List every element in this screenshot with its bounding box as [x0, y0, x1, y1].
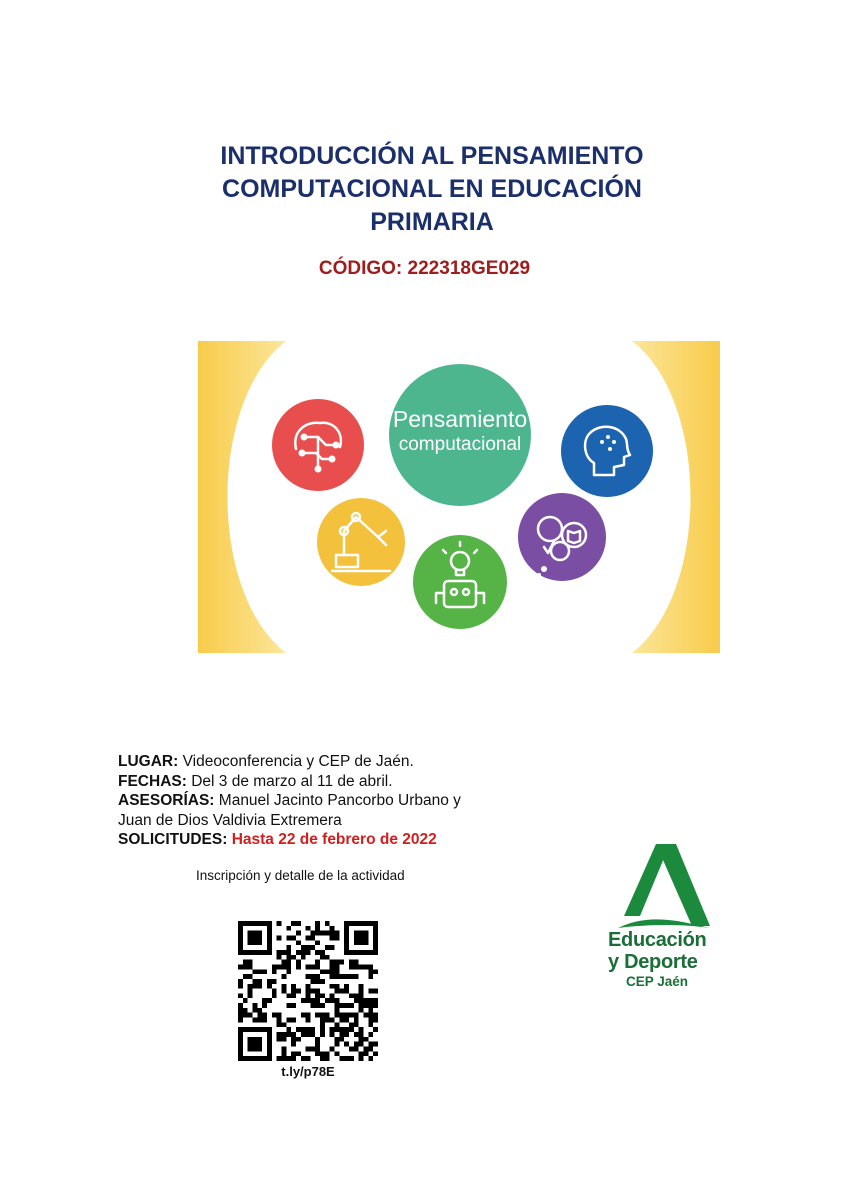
- solicitudes-value: Hasta 22 de febrero de 2022: [231, 831, 437, 848]
- info-lugar: [118, 752, 538, 772]
- lugar-label: LUGAR:: [118, 753, 179, 770]
- course-code-label: CÓDIGO:: [318, 258, 403, 279]
- lugar-value: Videoconferencia y CEP de Jaén.: [182, 753, 414, 770]
- robot-lightbulb-icon: [413, 535, 507, 629]
- head-profile-icon: [561, 405, 653, 497]
- thought-book-icon: [518, 493, 606, 581]
- qr-code[interactable]: [238, 921, 378, 1061]
- logo-line-3: CEP Jaén: [626, 974, 689, 989]
- hero-illustration: [198, 341, 720, 653]
- fechas-label: FECHAS:: [118, 772, 187, 790]
- page-title: [100, 140, 764, 239]
- info-solicitudes: [118, 830, 538, 850]
- asesorias-value-2: Juan de Dios Valdivia Extremera: [118, 811, 342, 829]
- logo-line-2: y Deporte: [608, 951, 698, 973]
- course-code-value: 222318GE029: [407, 258, 531, 279]
- fechas-value: Del 3 de marzo al 11 de abril.: [191, 772, 393, 790]
- short-url-link[interactable]: t.ly/p78E: [281, 1064, 335, 1079]
- logo-line-1: Educación: [608, 929, 707, 951]
- activity-info: [118, 752, 538, 850]
- title-line-1: INTRODUCCIÓN AL PENSAMIENTO: [220, 142, 644, 170]
- info-fechas: [118, 772, 538, 792]
- center-text-1: Pensamiento: [392, 406, 528, 432]
- title-line-2: COMPUTACIONAL EN EDUCACIÓN: [222, 175, 642, 203]
- title-line-3: PRIMARIA: [370, 208, 494, 236]
- solicitudes-label: SOLICITUDES:: [118, 831, 228, 848]
- brain-circuit-icon: [272, 399, 364, 491]
- asesorias-label: ASESORÍAS:: [118, 792, 215, 809]
- asesorias-value-1: Manuel Jacinto Pancorbo Urbano y: [218, 792, 461, 809]
- center-text-2: computacional: [398, 434, 522, 455]
- center-circle: [389, 364, 531, 506]
- robot-arm-icon: [317, 498, 405, 586]
- course-code: [0, 258, 849, 280]
- registration-label: Inscripción y detalle de la actividad: [196, 868, 405, 883]
- info-asesorias: [118, 791, 538, 811]
